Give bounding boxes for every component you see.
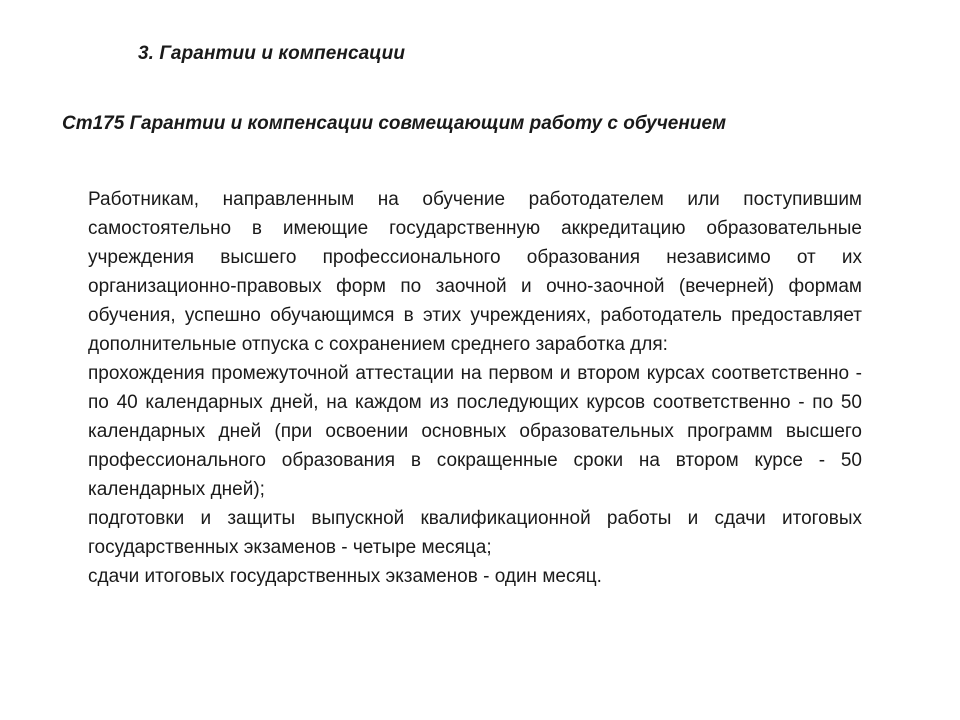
section-title: 3. Гарантии и компенсации	[138, 43, 406, 64]
article-body	[88, 185, 862, 591]
article-title: Ст175 Гарантии и компенсации совмещающим работу с обучением	[62, 113, 727, 134]
paragraph-final-exams: сдачи итоговых государственных экзаменов - один месяц.	[88, 566, 602, 587]
paragraph-intro: Работникам, направленным на обучение работодателем или поступившим самостоятельно в имеющие государственную аккредитацию образовательные учреждения высшего профессионального образования независимо от их организационно-правовых форм по заочной и очно-заочной (вечерней) формам обучения, успешно обучающимся в этих учреждениях, работодатель предоставляет дополнительные отпуска с сохранением среднего заработка для:	[88, 189, 862, 355]
paragraph-intermediate-attestation: прохождения промежуточной аттестации на первом и втором курсах соответственно - по 40 календарных дней, на каждом из последующих курсов соответственно - по 50 календарных дней (при освоении основных образовательных программ высшего профессионального образования в сокращенные сроки на втором курсе - 50 календарных дней);	[88, 363, 862, 500]
paragraph-thesis-defense: подготовки и защиты выпускной квалификационной работы и сдачи итоговых государственных экзаменов - четыре месяца;	[88, 508, 862, 558]
